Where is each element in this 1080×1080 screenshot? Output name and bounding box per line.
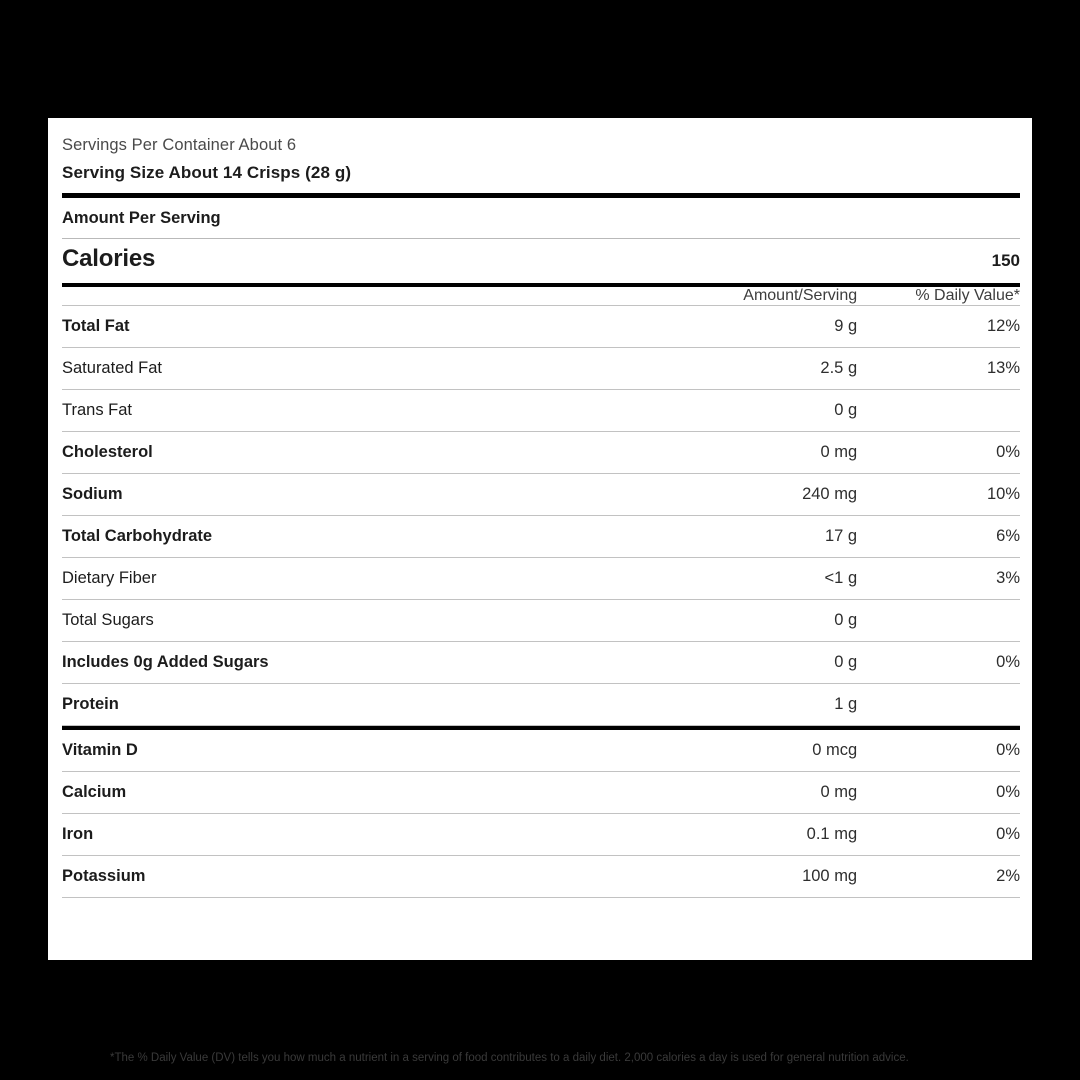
nutrient-dv: 6% (857, 516, 1020, 558)
nutrient-name: Potassium (62, 856, 598, 898)
nutrition-table-vitamins (62, 730, 1020, 898)
nutrient-amount: 0 mcg (598, 730, 857, 772)
nutrient-dv: 2% (857, 856, 1020, 898)
nutrient-dv (857, 684, 1020, 726)
nutrient-name: Vitamin D (62, 730, 598, 772)
nutrient-dv: 10% (857, 474, 1020, 516)
daily-value-footnote: *The % Daily Value (DV) tells you how much a nutrient in a serving of food contributes to a daily diet. 2,000 calories a day is used for general nutrition advice. (110, 1052, 909, 1064)
nutrient-name: Trans Fat (62, 390, 598, 432)
nutrient-name: Total Carbohydrate (62, 516, 598, 558)
nutrient-name: Total Sugars (62, 600, 598, 642)
nutrient-amount: 0 g (598, 642, 857, 684)
nutrient-dv: 0% (857, 772, 1020, 814)
nutrient-dv: 12% (857, 306, 1020, 348)
header-blank (62, 287, 598, 306)
table-row (62, 600, 1020, 642)
nutrient-dv (857, 600, 1020, 642)
servings-per-container: Servings Per Container About 6 (62, 136, 297, 154)
nutrition-facts-panel (48, 118, 1032, 1064)
calories-label: Calories (62, 245, 156, 272)
amount-per-serving-heading: Amount Per Serving (62, 209, 221, 227)
nutrient-dv (857, 390, 1020, 432)
nutrient-amount: 0 mg (598, 772, 857, 814)
nutrient-dv: 13% (857, 348, 1020, 390)
table-row (62, 348, 1020, 390)
nutrient-name: Includes 0g Added Sugars (62, 642, 598, 684)
table-row (62, 390, 1020, 432)
calories-row (62, 239, 1020, 283)
table-row (62, 558, 1020, 600)
header-daily-value: % Daily Value* (915, 287, 1020, 304)
table-row (62, 642, 1020, 684)
nutrient-dv: 0% (857, 432, 1020, 474)
table-row (62, 684, 1020, 726)
nutrient-name: Dietary Fiber (62, 558, 598, 600)
nutrient-name: Saturated Fat (62, 348, 598, 390)
nutrient-name: Cholesterol (62, 432, 598, 474)
nutrient-name: Sodium (62, 474, 598, 516)
nutrient-amount: 17 g (598, 516, 857, 558)
nutrient-name: Total Fat (62, 306, 598, 348)
nutrient-amount: 240 mg (598, 474, 857, 516)
header-amount-per-serving: Amount/Serving (743, 287, 858, 304)
nutrient-amount: 0 g (598, 600, 857, 642)
calories-value: 150 (991, 251, 1020, 270)
nutrient-name: Iron (62, 814, 598, 856)
nutrient-dv: 0% (857, 730, 1020, 772)
table-row (62, 730, 1020, 772)
footnote-wrapper (110, 1050, 1040, 1066)
nutrition-facts-inner (62, 118, 1020, 898)
nutrient-amount: <1 g (598, 558, 857, 600)
nutrient-amount: 0 mg (598, 432, 857, 474)
nutrient-dv: 3% (857, 558, 1020, 600)
table-header-row (62, 287, 1020, 306)
nutrient-amount: 9 g (598, 306, 857, 348)
table-row (62, 856, 1020, 898)
nutrient-amount: 2.5 g (598, 348, 857, 390)
nutrient-amount: 0 g (598, 390, 857, 432)
nutrient-amount: 100 mg (598, 856, 857, 898)
table-row (62, 814, 1020, 856)
table-row (62, 772, 1020, 814)
nutrient-amount: 1 g (598, 684, 857, 726)
nutrient-name: Calcium (62, 772, 598, 814)
serving-size: Serving Size About 14 Crisps (28 g) (62, 163, 352, 182)
table-row (62, 516, 1020, 558)
nutrient-dv: 0% (857, 642, 1020, 684)
table-row (62, 306, 1020, 348)
nutrient-name: Protein (62, 684, 598, 726)
table-row (62, 474, 1020, 516)
nutrition-table-main (62, 287, 1020, 726)
nutrient-dv: 0% (857, 814, 1020, 856)
nutrient-amount: 0.1 mg (598, 814, 857, 856)
table-row (62, 432, 1020, 474)
